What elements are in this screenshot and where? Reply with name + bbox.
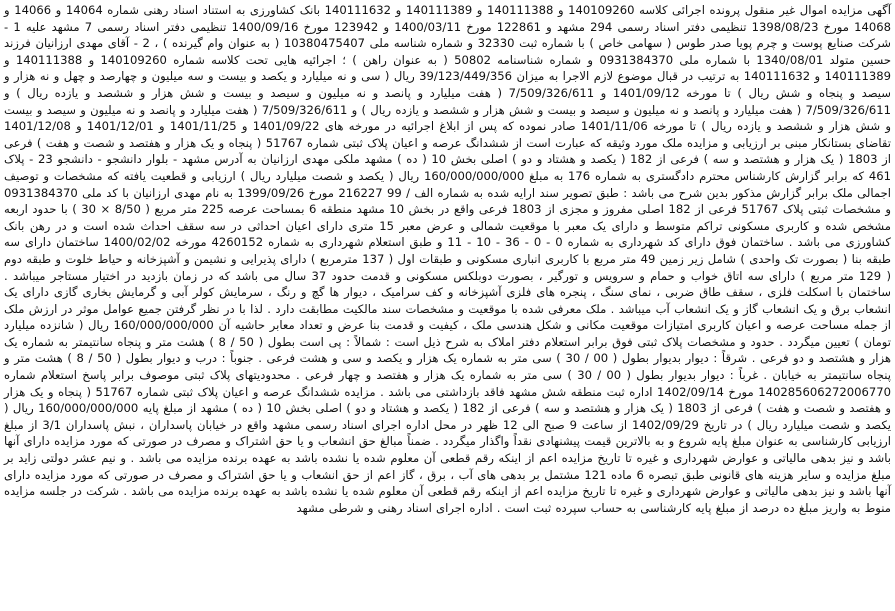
auction-notice-text: آگهی مزایده اموال غیر منقول پرونده اجرائی کلاسه 140109260 و 140111388 و 140111389 و 140111632 بانک کشاورزی به استناد اسناد رهنی شماره 14064 و 14066 و 14068 مورخ 1398/08/23 تنظیمی دفتر اسناد رسمی 294 مشهد و 122861 مورخ 1400/03/11 و 123942 مورخ 1400/09/16 تنظیمی دفتر اسناد رسمی 7 مشهد علیه 1 - شرکت صنایع پوست و چرم پویا صدر طوس ( سهامی خاص ) با شماره ثبت 32330 و شماره شناسه ملی 10380475407 ( به عنوان وام گیرنده ) ، 2 - آقای مهدی ارزانیان فرزند حسین متولد 1340/08/01 با شماره ملی 0931384370 و شماره شناسنامه 50802 ( به عنوان راهن ) ؛ اجرائیه هایی تحت کلاسه شماره 140109260 و 140111388 و 140111389 و 140111632 به ترتیب در قبال موضوع لازم الاجرا به میزان 39/123/449/356 ریال ( سی و نه میلیارد و یکصد و بیست و سه میلیون و چهارصد و چهل و نه هزار و سیصد و پنجاه و شش ریال ) تا مورخه 1401/09/12 و 7/509/326/611 ( هفت میلیارد و پانصد و نه میلیون و سیصد و بیست و شش هزار و ششصد و یازده ریال ) و 7/509/326/611 ( هفت میلیارد و پانصد و نه میلیون و سیصد و بیست و شش هزار و ششصد و یازده ریال ) و 7/509/326/611 ( هفت میلیارد و پانصد و نه میلیون و سیصد و بیست و شش هزار و ششصد و یازده ریال ) تا مورخه 1401/11/06 صادر نموده که پس از ابلاغ اجرائیه در مورخه های 1401/09/22 و 1401/11/25 و 1401/12/01 و 1401/12/08 تقاضای بستانکار مبنی بر ارزیابی و مزایده ملک مورد وثیقه که عبارت است از ششدانگ عرصه و اعیان پلاک ثبتی شماره 51767 ( پنجاه و یک هزار و هفتصد و شصت و هفت ) فرعی از 1803 ( یک هزار و هشتصد و سه ) فرعی از 182 ( یکصد و هشتاد و دو ) اصلی بخش 10 ( ده ) مشهد ملکی مهدی ارزانیان به آدرس مشهد - بلوار دانشجو - دانشجو 23 - پلاک 461 که برابر گزارش کارشناس محترم دادگستری به شماره 176 به مبلغ 160/000/000/000 ریال ( یکصد و شصت میلیارد ریال ) ارزیابی و قطعیت یافته که مشخصات و توصیف اجمالی ملک برابر گزارش مذکور بدین شرح می باشد : طبق تصویر سند ارایه شده به شماره الف / 99 216227 مورخ 1399/09/26 به نام مهدی ارزانیان با کد ملی 0931384370 و مشخصات ثبتی پلاک 51767 فرعی از 182 اصلی مفروز و مجزی از 1803 فرعی واقع در بخش 10 مشهد منطقه 6 بمساحت عرصه 225 متر مربع ( 8/50 × 30 ) با حدود اربعه مشخص شده و کاربری مسکونی تراکم متوسط و دارای یک معبر با موقعیت شمالی و عرض معبر 15 متری دارای اعیان احداثی در سه سقف احداث شده است و در رهن بانک کشاورزی می باشد . ساختمان فوق دارای کد شهرداری به شماره 0 - 0 - 36 - 10 - 11 و طبق استعلام شهرداری به شماره 4260152 مورخه 1400/02/02 ساختمان دارای سه طبقه بنا ( بصورت تک واحدی ) شامل زیر زمین 49 متر مربع با کاربری انباری مسکونی و طبقات اول ( 137 مترمربع ) دارای پذیرایی و نشیمن و آشپزخانه و حیاط خلوت و طبقه دوم ( 129 متر مربع ) دارای سه اتاق خواب و حمام و سرویس و تورگیر ، بصورت دوبلکس مسکونی و قدمت حدود 37 سال می باشد که در زمان بازدید در اختیار مستاجر میباشد . ساختمان با اسکلت فلزی ، سقف طاق ضربی ، نمای سنگ ، پنجره های فلزی آشپزخانه و کف سرامیک ، دیوار ها گچ و رنگ ، سرمایش کولر آبی و گرمایش بخاری گازی دارای یک انشعاب برق و یک انشعاب گاز و یک انشعاب آب میباشد . ملک معرفی شده با موقعیت و مشخصات سند مالکیت مطابقت دارد . لذا با در نظر گرفتن جمیع عوامل موثر در ارزش ملک از جمله مساحت عرصه و اعیان کاربری امتیازات موقعیت مکانی و شکل هندسی ملک ، کیفیت و قدمت بنا عرض و تعداد معابر حاشیه آن 160/000/000/000 ریال ( شانزده میلیارد تومان ) تعیین میگردد . حدود و مشخصات پلاک ثبتی فوق برابر استعلام دفتر املاک به شرح ذیل است : شمالاً : پی است بطول ( 50 / 8 ) هشت متر و پنجاه سانتیمتر به شماره یک هزار و هشتصد و دو فرعی . شرقاً : دیوار بدیوار بطول ( 00 / 30 ) سی متر به شماره یک هزار و یکصد و سی و هشت فرعی . جنوباً : درب و دیوار بطول ( 50 / 8 ) هشت متر و پنجاه سانتیمتر به خیابان . غرباً : دیوار بدیوار بطول ( 00 / 30 ) سی متر به شماره یک هزار و هفتصد و چهار فرعی . محدودیتهای پلاک ثبتی موصوف برابر پاسخ استعلام شماره 140285606272006770 مورخ 1402/09/14 اداره ثبت منطقه شش مشهد فاقد بازداشتی می باشد . مزایده ششدانگ عرصه و اعیان پلاک ثبتی شماره 51767 ( پنجاه و یک هزار و هفتصد و شصت و هفت ) فرعی از 1803 ( یک هزار و هشتصد و سه ) فرعی از 182 ( یکصد و هشتاد و دو ) اصلی بخش 10 ( ده ) مشهد از مبلغ پایه 160/000/000/000 ریال ( یکصد و شصت میلیارد ریال ) در تاریخ 1402/09/29 از ساعت 9 صبح الی 12 ظهر در محل اداره اجرای اسناد رسمی مشهد واقع در خیابان پاسداران ، نبش پاسداران 3/1 از مبلغ ارزیابی کارشناسی به عنوان مبلغ پایه شروع و به بالاترین قیمت پیشنهادی نقداً واگذار میگردد . ضمناً مبالغ حق انشعاب و یا حق اشتراک و مصرف در صورتی که مورد مزایده دارای آنها باشد و نیز بدهی مالیاتی و عوارض شهرداری و غیره تا تاریخ مزایده اعم از اینکه رقم قطعی آن معلوم شده یا نشده باشد به عهده برنده مزایده می باشد . و نیم عشر دولتی زاید بر مبلغ مزایده و سایر هزینه های قانونی طبق تبصره 6 ماده 121 مشتمل بر بدهی های آب ، برق ، گاز اعم از حق انشعاب و یا حق اشتراک و مصرف در صورتی که مورد مزایده دارای آنها باشد و نیز بدهی مالیاتی و عوارض شهرداری و غیره تا تاریخ مزایده اعم از اینکه رقم قطعی آن معلوم شده یا نشده باشد به عهده برنده مزایده می باشد . شرکت در جلسه مزایده منوط به واریز مبلغ ده درصد از مبلغ پایه کارشناسی به حساب سپرده ثبت است . اداره اجرای اسناد رهنی و شرطی مشهد — [4, 3, 892, 515]
